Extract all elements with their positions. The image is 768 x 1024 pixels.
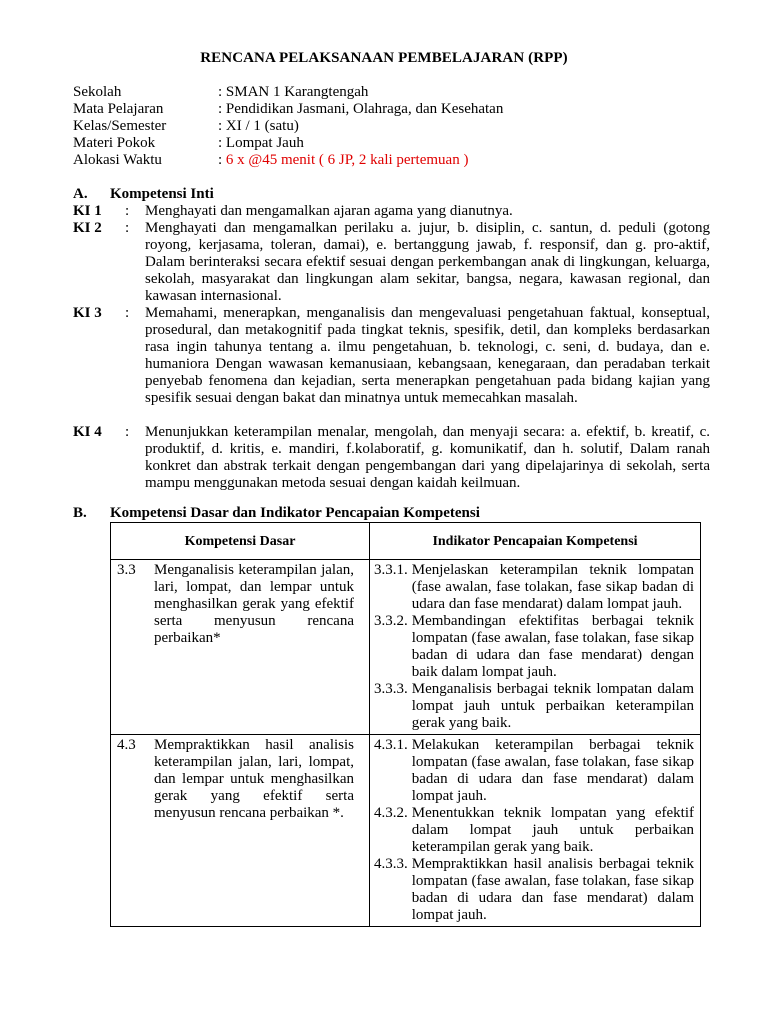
- ki-label: KI 2: [73, 220, 102, 236]
- info-value: : SMAN 1 Karangtengah: [218, 84, 369, 100]
- indicator-number: 3.3.3.: [374, 681, 408, 697]
- indicator-item: [370, 613, 700, 681]
- indicator-item: [370, 856, 700, 924]
- table-row: [111, 735, 701, 927]
- indicator-item: [370, 805, 700, 856]
- ki-label: KI 1: [73, 203, 102, 219]
- indicator-text: Mempraktikkan hasil analisis berbagai teknik lompatan (fase awalan, fase tolakan, fase sikap badan di udara dan fase mendarat) dalam lompat jauh.: [411, 856, 694, 923]
- info-row-school: [73, 84, 713, 101]
- table-row: [111, 560, 701, 735]
- table-header-row: [111, 523, 701, 560]
- indicator-text: Melakukan keterampilan berbagai teknik lompatan (fase awalan, fase tolakan, fase sikap badan di udara dan fase mendarat) dalam lompat jauh.: [411, 737, 694, 804]
- section-title: Kompetensi Inti: [110, 186, 214, 202]
- section-letter: B.: [73, 505, 87, 521]
- info-value: [218, 152, 468, 169]
- indicator-cell: [370, 560, 701, 735]
- info-label: Mata Pelajaran: [73, 101, 164, 117]
- kd-text: Mempraktikkan hasil analisis keterampilan jalan, lari, lompat, dan lempar untuk menghasilkan gerak yang efektif serta menyusun rencana perbaikan *.: [154, 737, 354, 821]
- kd-text: Menganalisis keterampilan jalan, lari, lompat, dan lempar untuk menghasilkan gerak yang efektif serta menyusun rencana perbaikan*: [154, 562, 354, 646]
- indicator-item: [370, 681, 700, 732]
- info-value-colon: :: [218, 152, 226, 168]
- indicator-number: 4.3.1.: [374, 737, 408, 753]
- ki-colon: :: [125, 220, 130, 236]
- indicator-text: Menganalisis berbagai teknik lompatan dalam lompat jauh untuk perbaikan keterampilan gerak yang baik.: [411, 681, 694, 731]
- info-value: : Lompat Jauh: [218, 135, 304, 151]
- indicator-text: Menjelaskan keterampilan teknik lompatan (fase awalan, fase tolakan, fase sikap badan di udara dan fase mendarat) dalam lompat jauh.: [411, 562, 694, 612]
- ki-4: [73, 424, 713, 492]
- section-title: Kompetensi Dasar dan Indikator Pencapaian Kompetensi: [110, 505, 480, 521]
- info-row-subject: [73, 101, 713, 118]
- section-letter: A.: [73, 186, 88, 202]
- ki-text: Menghayati dan mengamalkan perilaku a. jujur, b. disiplin, c. santun, d. peduli (gotong royong, kerjasama, toleran, damai), e. bertanggung jawab, f. responsif, dan g. pro-aktif, Dalam berinteraksi secara efektif sesuai dengan perkembangan anak di lingkungan, keluarga, sekolah, masyarakat dan lingkungan alam sekitar, bangsa, negara, kawasan regional, dan kawasan internasional.: [145, 220, 710, 304]
- info-label: Sekolah: [73, 84, 122, 100]
- ki-2: [73, 220, 713, 305]
- info-label: Materi Pokok: [73, 135, 156, 151]
- info-value: : Pendidikan Jasmani, Olahraga, dan Kesehatan: [218, 101, 504, 117]
- kd-cell: [111, 560, 370, 735]
- ki-text: Memahami, menerapkan, menganalisis dan mengevaluasi pengetahuan faktual, konseptual, prosedural, dan metakognitif pada tingkat teknis, spesifik, detil, dan kompleks berdasarkan rasa ingin tahunya tentang a. ilmu pengetahuan, b. teknologi, c. seni, d. budaya, dan e. humaniora Dengan wawasan kemanusiaan, kebangsaan, kenegaraan, dan peradaban terkait penyebab fenomena dan kejadian, serta menerapkan pengetahuan pada bidang kajian yang spesifik sesuai dengan bakat dan minatnya untuk memecahkan masalah.: [145, 305, 710, 406]
- section-a-heading: [73, 186, 214, 203]
- indicator-number: 4.3.2.: [374, 805, 408, 821]
- info-label: Alokasi Waktu: [73, 152, 162, 168]
- indicator-number: 3.3.2.: [374, 613, 408, 629]
- info-row-class: [73, 118, 713, 135]
- ki-colon: :: [125, 424, 130, 440]
- ki-colon: :: [125, 203, 130, 219]
- indicator-item: [370, 562, 700, 613]
- indicator-number: 3.3.1.: [374, 562, 408, 578]
- info-value: : XI / 1 (satu): [218, 118, 299, 134]
- table-header-kd: Kompetensi Dasar: [111, 523, 370, 560]
- info-row-topic: [73, 135, 713, 152]
- table-header-indicator: Indikator Pencapaian Kompetensi: [370, 523, 701, 560]
- info-label: Kelas/Semester: [73, 118, 167, 134]
- ki-3: [73, 305, 713, 407]
- identity-info: [73, 84, 713, 169]
- page-title: RENCANA PELAKSANAAN PEMBELAJARAN (RPP): [200, 50, 568, 66]
- section-b-heading: [73, 505, 480, 522]
- ki-text: Menghayati dan mengamalkan ajaran agama yang dianutnya.: [145, 203, 513, 219]
- indicator-text: Membandingan efektifitas berbagai teknik lompatan (fase awalan, fase tolakan, fase sikap badan di udara dan fase mendarat) dengan baik dalam lompat jauh.: [411, 613, 694, 680]
- indicator-item: [370, 737, 700, 805]
- ki-colon: :: [125, 305, 130, 321]
- ki-1: [73, 203, 713, 220]
- kd-cell: [111, 735, 370, 927]
- competency-table: [110, 522, 701, 927]
- kd-number: 4.3: [117, 737, 136, 753]
- indicator-number: 4.3.3.: [374, 856, 408, 872]
- indicator-cell: [370, 735, 701, 927]
- indicator-text: Menentukkan teknik lompatan yang efektif dalam lompat jauh untuk perbaikan keterampilan gerak yang baik.: [411, 805, 694, 855]
- info-row-time: [73, 152, 713, 169]
- time-allocation-value: 6 x @45 menit ( 6 JP, 2 kali pertemuan ): [225, 152, 469, 168]
- ki-text: Menunjukkan keterampilan menalar, mengolah, dan menyaji secara: a. efektif, b. kreatif, c. produktif, d. kritis, e. mandiri, f.kolaboratif, g. komunikatif, dan h. solutif, Dalam ranah konkret dan abstrak terkait dengan pengembangan dari yang dipelajarinya di sekolah, serta mampu menggunakan metoda sesuai dengan kaidah keilmuan.: [145, 424, 710, 491]
- ki-label: KI 4: [73, 424, 102, 440]
- ki-label: KI 3: [73, 305, 102, 321]
- kd-number: 3.3: [117, 562, 136, 578]
